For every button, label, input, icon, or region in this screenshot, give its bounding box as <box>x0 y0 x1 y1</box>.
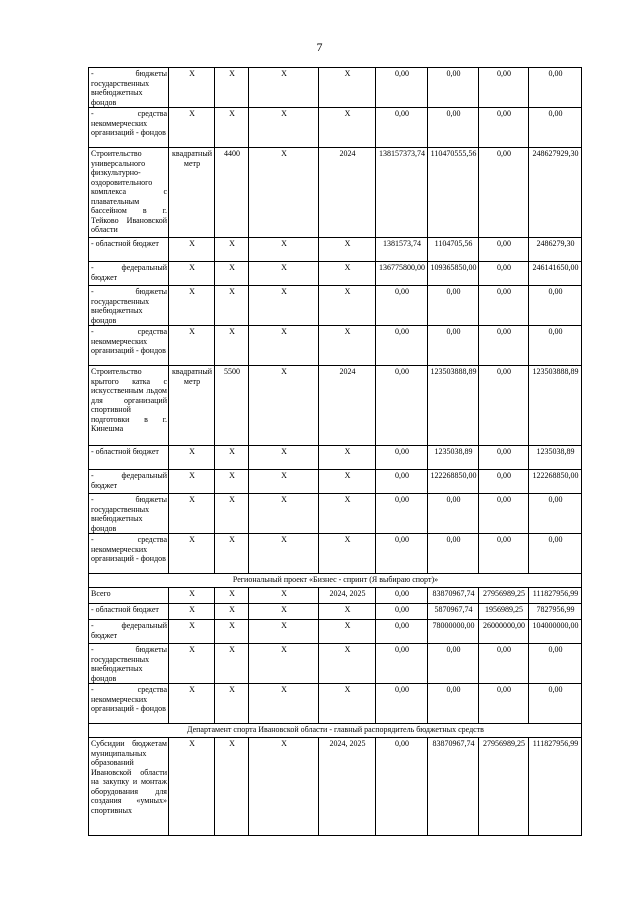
value-cell: X <box>169 326 215 366</box>
value-cell: 2024, 2025 <box>319 738 376 836</box>
value-cell: 0,00 <box>479 262 529 286</box>
value-cell: 123503888,89 <box>529 366 582 446</box>
value-cell: X <box>249 684 319 724</box>
value-cell: 7827956,99 <box>529 604 582 620</box>
row-label-cell: Субсидии бюджетам муниципальных образований Ивановской области на закупку и монтаж оборудования для создания «умных» спортивных <box>89 738 169 836</box>
value-cell: X <box>215 588 249 604</box>
value-cell: 0,00 <box>428 286 479 326</box>
value-cell: 104000000,00 <box>529 620 582 644</box>
value-cell: X <box>319 620 376 644</box>
value-cell: X <box>169 470 215 494</box>
value-cell: 27956989,25 <box>479 738 529 836</box>
table-row <box>89 446 582 470</box>
value-cell: X <box>169 620 215 644</box>
table-row <box>89 262 582 286</box>
table-row <box>89 148 582 238</box>
table-row <box>89 644 582 684</box>
value-cell: X <box>215 738 249 836</box>
table-row <box>89 68 582 108</box>
value-cell: X <box>249 494 319 534</box>
value-cell: 0,00 <box>376 326 428 366</box>
value-cell: 0,00 <box>479 684 529 724</box>
value-cell: 0,00 <box>479 470 529 494</box>
value-cell: 122268850,00 <box>529 470 582 494</box>
value-cell: 2024 <box>319 366 376 446</box>
value-cell: X <box>215 108 249 148</box>
value-cell: 0,00 <box>376 286 428 326</box>
value-cell: 5870967,74 <box>428 604 479 620</box>
value-cell: X <box>215 68 249 108</box>
value-cell: 0,00 <box>376 534 428 574</box>
table-row <box>89 604 582 620</box>
table-row <box>89 286 582 326</box>
value-cell: 111827956,99 <box>529 738 582 836</box>
value-cell: X <box>169 644 215 684</box>
table-row <box>89 588 582 604</box>
value-cell: X <box>249 238 319 262</box>
value-cell: 110470555,56 <box>428 148 479 238</box>
value-cell: 0,00 <box>479 108 529 148</box>
value-cell: 123503888,89 <box>428 366 479 446</box>
value-cell: 0,00 <box>479 286 529 326</box>
table-row <box>89 684 582 724</box>
value-cell: X <box>249 326 319 366</box>
row-label-cell: - средства некоммерческих организаций - фондов <box>89 534 169 574</box>
value-cell: 4400 <box>215 148 249 238</box>
row-label-cell: - средства некоммерческих организаций - фондов <box>89 326 169 366</box>
value-cell: 78000000,00 <box>428 620 479 644</box>
value-cell: X <box>249 620 319 644</box>
row-label-cell: - федеральный бюджет <box>89 620 169 644</box>
value-cell: X <box>215 446 249 470</box>
table-row <box>89 366 582 446</box>
section-title: Региональный проект «Бизнес - спринт (Я выбираю спорт)» <box>89 574 582 588</box>
value-cell: X <box>169 738 215 836</box>
value-cell: 83870967,74 <box>428 738 479 836</box>
section-row <box>89 574 582 588</box>
value-cell: X <box>215 286 249 326</box>
row-label-cell: - бюджеты государственных внебюджетных фондов <box>89 644 169 684</box>
value-cell: 0,00 <box>428 644 479 684</box>
value-cell: 1235038,89 <box>428 446 479 470</box>
row-label-cell: - бюджеты государственных внебюджетных фондов <box>89 68 169 108</box>
value-cell: 0,00 <box>428 684 479 724</box>
row-label-cell: - областной бюджет <box>89 238 169 262</box>
value-cell: X <box>169 534 215 574</box>
value-cell: 0,00 <box>529 644 582 684</box>
value-cell: X <box>249 534 319 574</box>
row-label-cell: - областной бюджет <box>89 604 169 620</box>
value-cell: X <box>319 108 376 148</box>
value-cell: 0,00 <box>479 644 529 684</box>
value-cell: 0,00 <box>376 620 428 644</box>
section-title: Департамент спорта Ивановской области - главный распорядитель бюджетных средств <box>89 724 582 738</box>
value-cell: квадратный метр <box>169 148 215 238</box>
value-cell: 26000000,00 <box>479 620 529 644</box>
value-cell: 0,00 <box>376 644 428 684</box>
value-cell: 0,00 <box>479 446 529 470</box>
value-cell: 122268850,00 <box>428 470 479 494</box>
value-cell: X <box>169 238 215 262</box>
value-cell: X <box>319 446 376 470</box>
row-label-cell: - бюджеты государственных внебюджетных фондов <box>89 494 169 534</box>
value-cell: X <box>319 494 376 534</box>
value-cell: 0,00 <box>479 238 529 262</box>
value-cell: 0,00 <box>376 604 428 620</box>
value-cell: 0,00 <box>529 68 582 108</box>
value-cell: 1104705,56 <box>428 238 479 262</box>
value-cell: 0,00 <box>376 494 428 534</box>
table-row <box>89 108 582 148</box>
value-cell: X <box>249 446 319 470</box>
value-cell: 0,00 <box>529 108 582 148</box>
value-cell: 0,00 <box>479 494 529 534</box>
row-label-cell: Всего <box>89 588 169 604</box>
value-cell: X <box>169 108 215 148</box>
value-cell: 1381573,74 <box>376 238 428 262</box>
value-cell: X <box>169 604 215 620</box>
value-cell: 0,00 <box>376 470 428 494</box>
value-cell: 0,00 <box>479 68 529 108</box>
value-cell: 0,00 <box>376 588 428 604</box>
value-cell: X <box>249 148 319 238</box>
value-cell: X <box>249 262 319 286</box>
table-row <box>89 238 582 262</box>
value-cell: 0,00 <box>376 684 428 724</box>
value-cell: 111827956,99 <box>529 588 582 604</box>
value-cell: X <box>319 684 376 724</box>
value-cell: X <box>249 644 319 684</box>
table-row <box>89 534 582 574</box>
value-cell: X <box>215 470 249 494</box>
value-cell: 109365850,00 <box>428 262 479 286</box>
table-row <box>89 326 582 366</box>
row-label-cell: Строительство крытого катка с искусственным льдом для организаций спортивной подготовки в г. Кинешма <box>89 366 169 446</box>
value-cell: X <box>215 644 249 684</box>
value-cell: X <box>319 68 376 108</box>
value-cell: X <box>319 326 376 366</box>
value-cell: 0,00 <box>376 738 428 836</box>
table-row <box>89 470 582 494</box>
row-label-cell: - областной бюджет <box>89 446 169 470</box>
value-cell: 0,00 <box>479 366 529 446</box>
row-label-cell: - бюджеты государственных внебюджетных фондов <box>89 286 169 326</box>
value-cell: 0,00 <box>529 286 582 326</box>
value-cell: X <box>169 446 215 470</box>
table-row <box>89 738 582 836</box>
value-cell: 136775800,00 <box>376 262 428 286</box>
value-cell: 0,00 <box>428 326 479 366</box>
value-cell: 0,00 <box>529 534 582 574</box>
value-cell: X <box>249 108 319 148</box>
value-cell: X <box>169 494 215 534</box>
value-cell: 0,00 <box>529 326 582 366</box>
value-cell: 1956989,25 <box>479 604 529 620</box>
value-cell: 83870967,74 <box>428 588 479 604</box>
value-cell: X <box>169 286 215 326</box>
value-cell: X <box>169 68 215 108</box>
value-cell: X <box>319 604 376 620</box>
value-cell: 5500 <box>215 366 249 446</box>
row-label-cell: - федеральный бюджет <box>89 262 169 286</box>
row-label-cell: - федеральный бюджет <box>89 470 169 494</box>
value-cell: 0,00 <box>428 68 479 108</box>
value-cell: X <box>169 684 215 724</box>
value-cell: X <box>215 534 249 574</box>
value-cell: X <box>319 286 376 326</box>
value-cell: X <box>249 588 319 604</box>
value-cell: X <box>319 238 376 262</box>
budget-table <box>88 67 582 836</box>
value-cell: X <box>319 644 376 684</box>
table-body <box>89 68 582 836</box>
value-cell: X <box>249 68 319 108</box>
row-label-cell: Строительство универсального физкультурно-оздоровительного комплекса с плавательным бассейном в г. Тейково Ивановской области <box>89 148 169 238</box>
row-label-cell: - средства некоммерческих организаций - фондов <box>89 108 169 148</box>
value-cell: X <box>215 604 249 620</box>
value-cell: 248627929,30 <box>529 148 582 238</box>
value-cell: X <box>319 262 376 286</box>
value-cell: квадратный метр <box>169 366 215 446</box>
value-cell: X <box>249 738 319 836</box>
value-cell: X <box>215 494 249 534</box>
value-cell: X <box>215 326 249 366</box>
value-cell: 138157373,74 <box>376 148 428 238</box>
value-cell: 0,00 <box>479 534 529 574</box>
value-cell: X <box>319 470 376 494</box>
value-cell: 0,00 <box>376 68 428 108</box>
row-label-cell: - средства некоммерческих организаций - фондов <box>89 684 169 724</box>
value-cell: 0,00 <box>479 148 529 238</box>
value-cell: 0,00 <box>428 494 479 534</box>
page-number: 7 <box>316 40 323 54</box>
value-cell: X <box>215 238 249 262</box>
value-cell: 0,00 <box>428 534 479 574</box>
value-cell: 2024, 2025 <box>319 588 376 604</box>
section-row <box>89 724 582 738</box>
value-cell: X <box>169 262 215 286</box>
value-cell: 27956989,25 <box>479 588 529 604</box>
value-cell: 0,00 <box>376 108 428 148</box>
table-row <box>89 620 582 644</box>
value-cell: 0,00 <box>428 108 479 148</box>
value-cell: X <box>249 366 319 446</box>
value-cell: X <box>319 534 376 574</box>
value-cell: 246141650,00 <box>529 262 582 286</box>
value-cell: X <box>215 262 249 286</box>
value-cell: X <box>215 684 249 724</box>
value-cell: 0,00 <box>479 326 529 366</box>
value-cell: 0,00 <box>529 494 582 534</box>
value-cell: 0,00 <box>376 446 428 470</box>
value-cell: X <box>249 604 319 620</box>
value-cell: X <box>169 588 215 604</box>
value-cell: 2024 <box>319 148 376 238</box>
value-cell: 1235038,89 <box>529 446 582 470</box>
value-cell: X <box>249 286 319 326</box>
value-cell: X <box>249 470 319 494</box>
value-cell: 0,00 <box>529 684 582 724</box>
value-cell: 0,00 <box>376 366 428 446</box>
value-cell: 2486279,30 <box>529 238 582 262</box>
table-row <box>89 494 582 534</box>
value-cell: X <box>215 620 249 644</box>
